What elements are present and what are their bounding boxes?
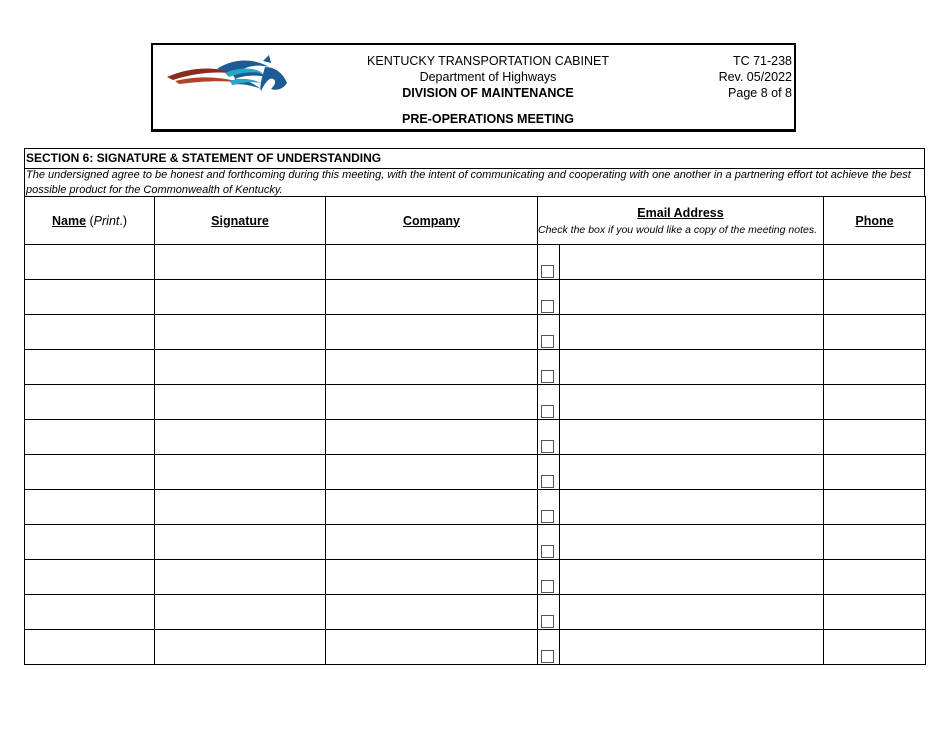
company-cell[interactable] xyxy=(326,490,538,525)
phone-cell[interactable] xyxy=(824,315,926,350)
name-cell[interactable] xyxy=(25,350,155,385)
email-cell[interactable] xyxy=(560,455,824,490)
agency-name: KENTUCKY TRANSPORTATION CABINET xyxy=(367,54,609,68)
section-title xyxy=(26,151,381,165)
checkbox-cell[interactable] xyxy=(538,420,560,455)
checkbox-cell[interactable] xyxy=(538,280,560,315)
department-name: Department of Highways xyxy=(419,70,557,84)
name-paren-open: ( xyxy=(86,213,94,228)
name-cell[interactable] xyxy=(25,280,155,315)
column-header-phone xyxy=(824,197,926,245)
table-row xyxy=(25,280,926,315)
section-6 xyxy=(24,148,925,197)
agency-block xyxy=(333,53,643,101)
phone-cell[interactable] xyxy=(824,245,926,280)
company-cell[interactable] xyxy=(326,280,538,315)
copy-notes-checkbox[interactable] xyxy=(541,440,554,453)
phone-cell[interactable] xyxy=(824,490,926,525)
checkbox-cell[interactable] xyxy=(538,595,560,630)
name-cell[interactable] xyxy=(25,385,155,420)
signature-cell[interactable] xyxy=(155,420,326,455)
signature-cell[interactable] xyxy=(155,630,326,665)
horse-logo-icon xyxy=(165,53,289,99)
name-cell[interactable] xyxy=(25,420,155,455)
signature-cell[interactable] xyxy=(155,385,326,420)
phone-cell[interactable] xyxy=(824,560,926,595)
phone-cell[interactable] xyxy=(824,350,926,385)
name-cell[interactable] xyxy=(25,560,155,595)
email-cell[interactable] xyxy=(560,595,824,630)
signature-cell[interactable] xyxy=(155,455,326,490)
form-number-block xyxy=(719,53,792,101)
email-cell[interactable] xyxy=(560,280,824,315)
copy-notes-checkbox[interactable] xyxy=(541,335,554,348)
page-indicator: Page 8 of 8 xyxy=(728,86,792,100)
company-cell[interactable] xyxy=(326,630,538,665)
column-header-email xyxy=(538,197,824,245)
phone-cell[interactable] xyxy=(824,630,926,665)
section-title-text: SECTION 6: SIGNATURE & STATEMENT OF UNDERSTANDING xyxy=(26,151,382,165)
table-row xyxy=(25,595,926,630)
statement-of-understanding: The undersigned agree to be honest and forthcoming during this meeting, with the intent of communicating and cooperating with one another in a partnering effort tot achieve the best possible product for the Commonwealth of Kentucky. xyxy=(26,169,911,196)
signature-label: Signature xyxy=(211,213,269,228)
name-cell[interactable] xyxy=(25,315,155,350)
email-label: Email Address xyxy=(637,205,724,220)
copy-notes-checkbox[interactable] xyxy=(541,615,554,628)
signature-cell[interactable] xyxy=(155,315,326,350)
company-cell[interactable] xyxy=(326,350,538,385)
table-header-row xyxy=(25,197,926,245)
copy-notes-checkbox[interactable] xyxy=(541,650,554,663)
name-cell[interactable] xyxy=(25,630,155,665)
checkbox-cell[interactable] xyxy=(538,525,560,560)
copy-notes-checkbox[interactable] xyxy=(541,580,554,593)
phone-cell[interactable] xyxy=(824,595,926,630)
checkbox-cell[interactable] xyxy=(538,245,560,280)
signature-cell[interactable] xyxy=(155,490,326,525)
meeting-title: PRE-OPERATIONS MEETING xyxy=(401,112,574,126)
copy-notes-checkbox[interactable] xyxy=(541,510,554,523)
copy-notes-checkbox[interactable] xyxy=(541,545,554,558)
checkbox-cell[interactable] xyxy=(538,385,560,420)
email-cell[interactable] xyxy=(560,560,824,595)
copy-notes-checkbox[interactable] xyxy=(541,265,554,278)
company-label: Company xyxy=(403,213,460,228)
copy-notes-checkbox[interactable] xyxy=(541,475,554,488)
name-paren-close: .) xyxy=(119,213,128,228)
checkbox-cell[interactable] xyxy=(538,315,560,350)
column-header-name xyxy=(25,197,155,245)
email-cell[interactable] xyxy=(560,630,824,665)
name-cell[interactable] xyxy=(25,595,155,630)
checkbox-cell[interactable] xyxy=(538,455,560,490)
phone-cell[interactable] xyxy=(824,420,926,455)
table-row xyxy=(25,420,926,455)
copy-notes-checkbox[interactable] xyxy=(541,300,554,313)
company-cell[interactable] xyxy=(326,455,538,490)
company-cell[interactable] xyxy=(326,315,538,350)
form-header xyxy=(151,43,796,132)
phone-label: Phone xyxy=(855,213,894,228)
table-row xyxy=(25,245,926,280)
email-cell[interactable] xyxy=(560,385,824,420)
name-label: Name xyxy=(51,213,87,228)
company-cell[interactable] xyxy=(326,420,538,455)
table-row xyxy=(25,455,926,490)
phone-cell[interactable] xyxy=(824,280,926,315)
signature-cell[interactable] xyxy=(155,525,326,560)
phone-cell[interactable] xyxy=(824,385,926,420)
name-cell[interactable] xyxy=(25,490,155,525)
checkbox-cell[interactable] xyxy=(538,630,560,665)
email-cell[interactable] xyxy=(560,420,824,455)
email-cell[interactable] xyxy=(560,245,824,280)
checkbox-cell[interactable] xyxy=(538,490,560,525)
checkbox-cell[interactable] xyxy=(538,560,560,595)
phone-cell[interactable] xyxy=(824,525,926,560)
signature-cell[interactable] xyxy=(155,595,326,630)
signature-cell[interactable] xyxy=(155,350,326,385)
column-header-company xyxy=(326,197,538,245)
company-cell[interactable] xyxy=(326,525,538,560)
form-number: TC 71-238 xyxy=(732,54,792,68)
email-note: Check the box if you would like a copy of the meeting notes. xyxy=(538,223,817,236)
company-cell[interactable] xyxy=(326,560,538,595)
table-row xyxy=(25,560,926,595)
table-row xyxy=(25,525,926,560)
phone-cell[interactable] xyxy=(824,455,926,490)
name-cell[interactable] xyxy=(25,245,155,280)
company-cell[interactable] xyxy=(326,595,538,630)
table-row xyxy=(25,350,926,385)
name-cell[interactable] xyxy=(25,525,155,560)
email-cell[interactable] xyxy=(560,490,824,525)
company-cell[interactable] xyxy=(326,245,538,280)
signature-table xyxy=(24,196,926,665)
table-row xyxy=(25,490,926,525)
division-name: DIVISION OF MAINTENANCE xyxy=(402,86,574,100)
column-header-signature xyxy=(155,197,326,245)
email-cell[interactable] xyxy=(560,350,824,385)
signature-cell[interactable] xyxy=(155,245,326,280)
signature-cell[interactable] xyxy=(155,280,326,315)
copy-notes-checkbox[interactable] xyxy=(541,370,554,383)
copy-notes-checkbox[interactable] xyxy=(541,405,554,418)
email-cell[interactable] xyxy=(560,315,824,350)
table-row xyxy=(25,630,926,665)
signature-cell[interactable] xyxy=(155,560,326,595)
table-row xyxy=(25,315,926,350)
email-cell[interactable] xyxy=(560,525,824,560)
name-hint: Print xyxy=(93,213,120,228)
revision-date: Rev. 05/2022 xyxy=(718,70,792,84)
name-cell[interactable] xyxy=(25,455,155,490)
table-row xyxy=(25,385,926,420)
checkbox-cell[interactable] xyxy=(538,350,560,385)
company-cell[interactable] xyxy=(326,385,538,420)
